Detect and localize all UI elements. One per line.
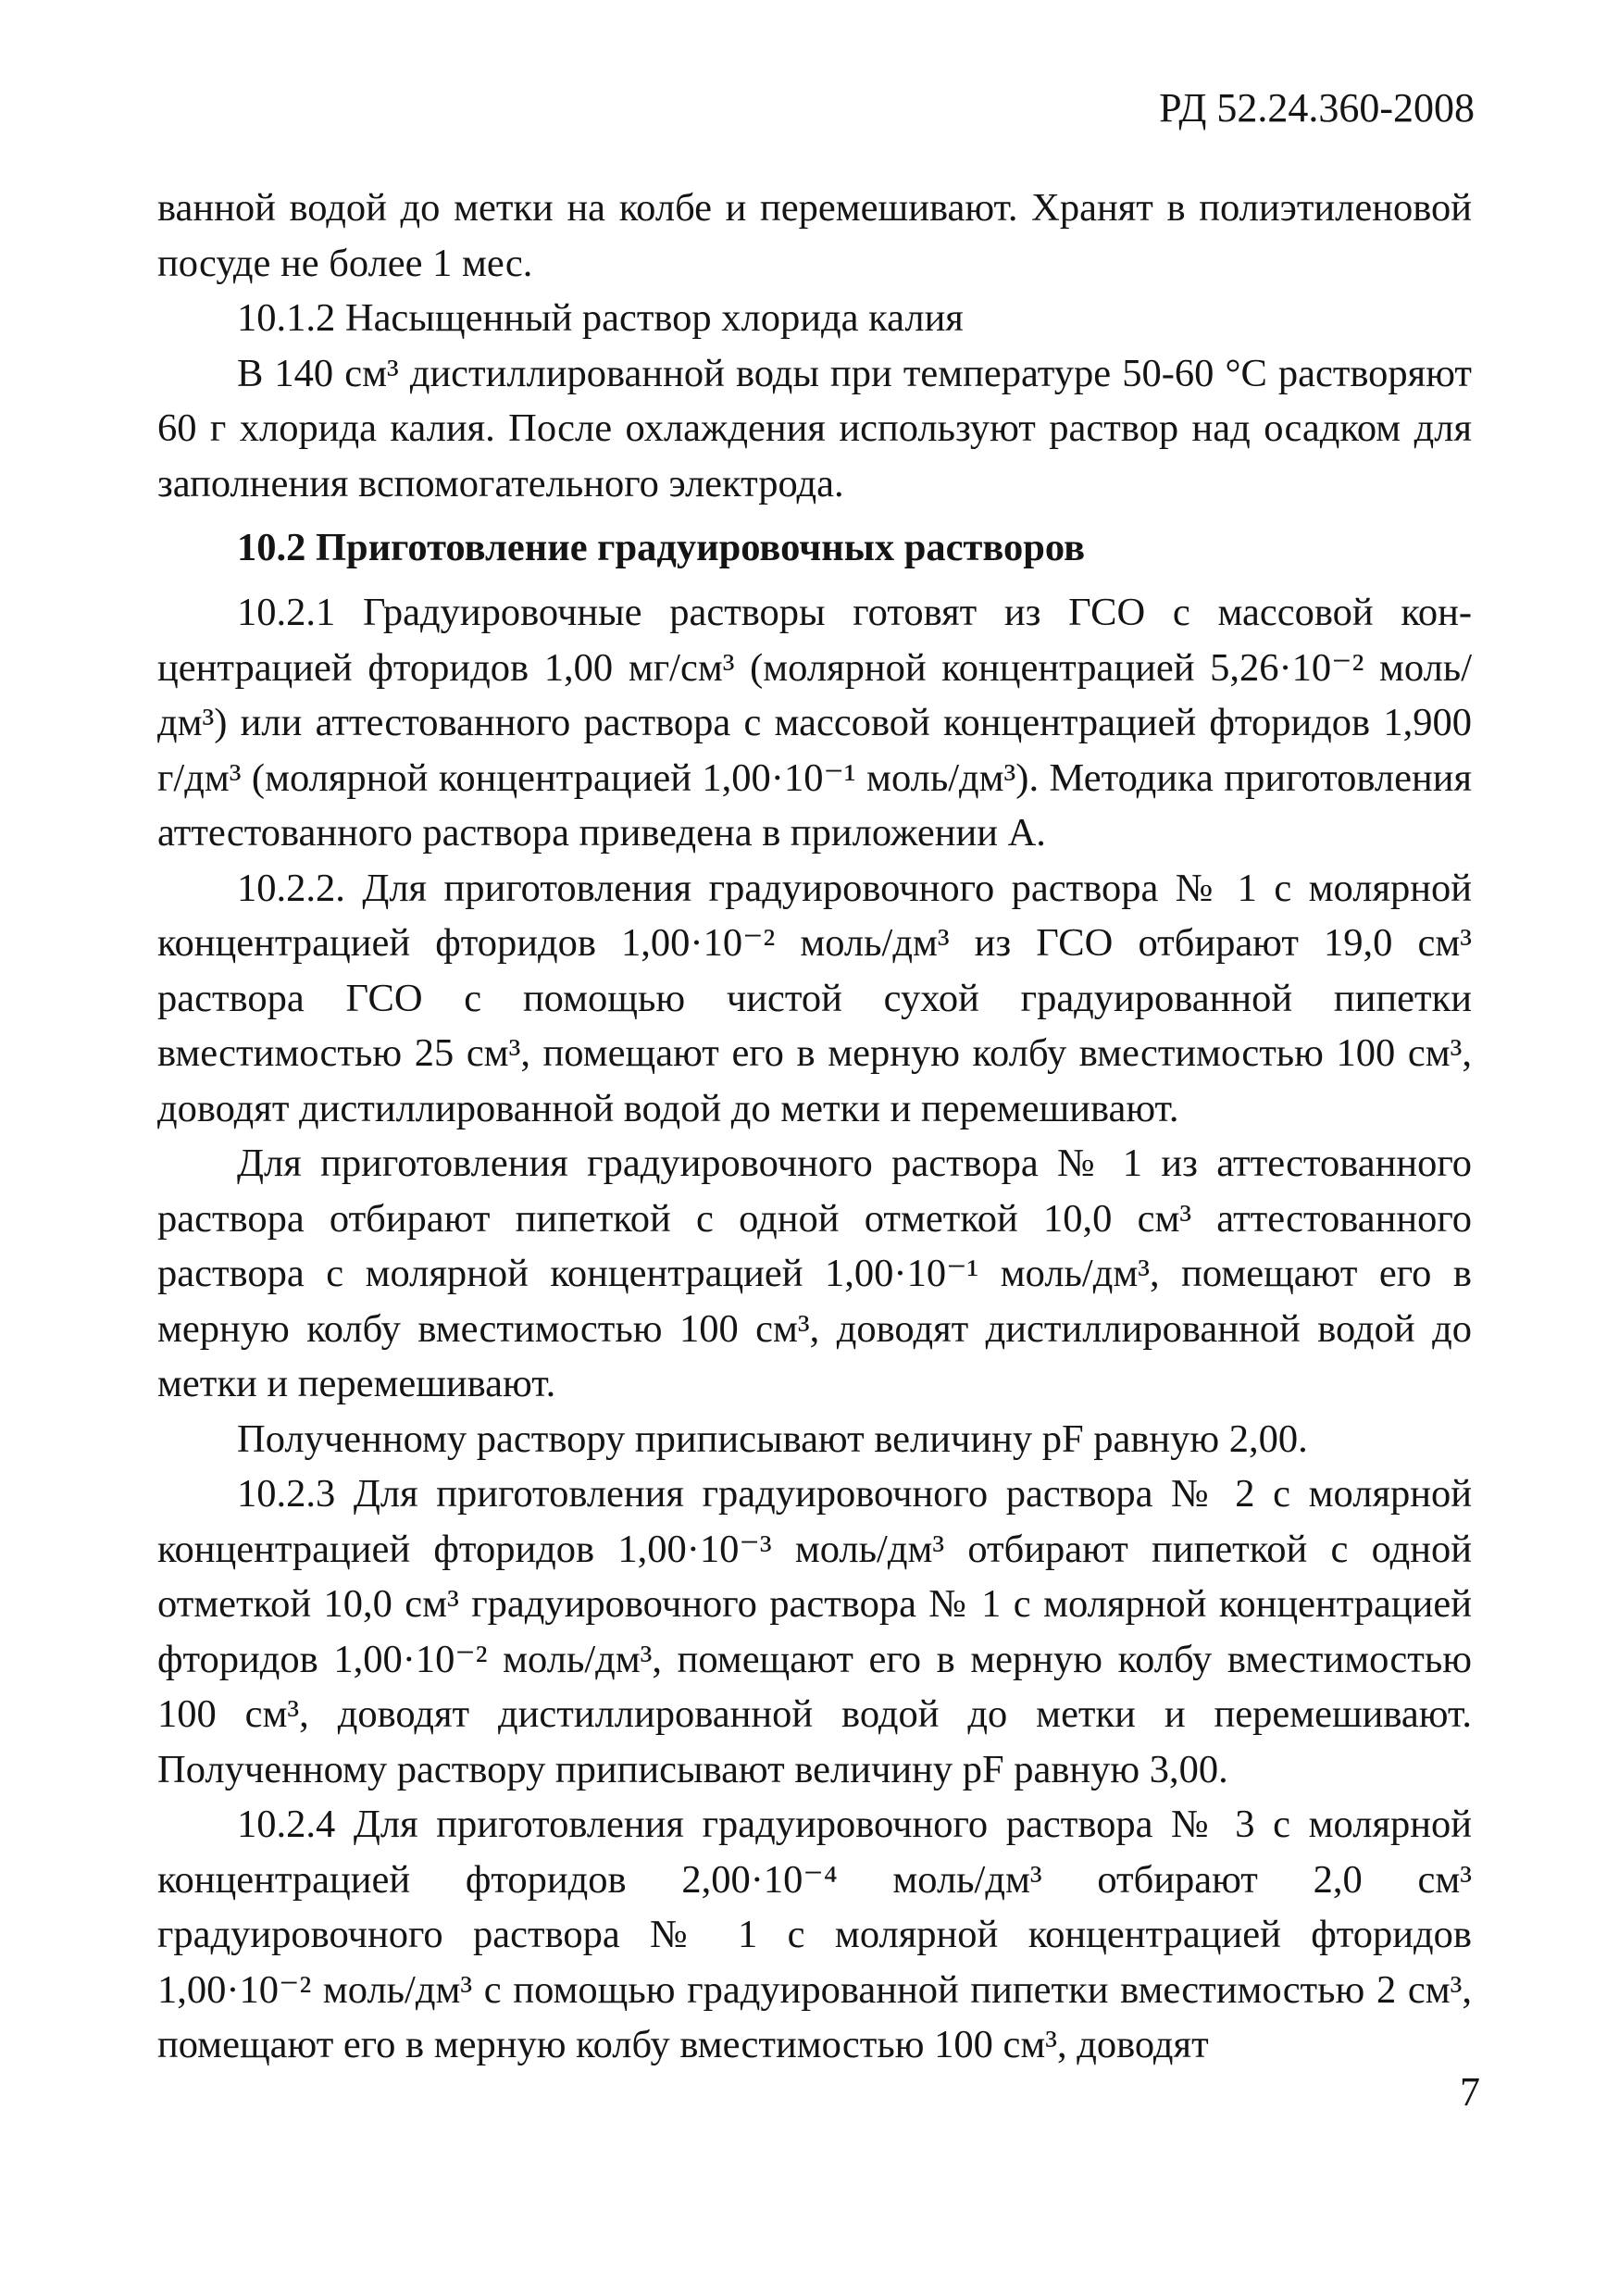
paragraph-10-2-4: 10.2.4 Для приготовления градуировочного раствора № 3 с молярной концентрацией фторидов 2,00·10⁻⁴ моль/дм³ отбирают 2,0 см³ градуировочного раствора № 1 с молярной концентрацией фторидов 1,00·10⁻² моль/дм³ с помощью градуированной пипетки вместимостью 2 см³, помещают его в мерную колбу вместимостью 100 см³, доводят bbox=[157, 1803, 1472, 2066]
paragraph-10-1-2-title: 10.1.2 Насыщенный раствор хлорида калия bbox=[237, 296, 964, 340]
paragraph-storage-continuation: ванной водой до метки на колбе и перемешивают. Хранят в полиэтиленовой посуде не более 1 мес. bbox=[157, 186, 1472, 285]
paragraph-10-2-3: 10.2.3 Для приготовления градуировочного раствора № 2 с молярной концентрацией фторидов 1,00·10⁻³ моль/дм³ отбирают пипеткой с одной отметкой 10,0 см³ градуировочного раствора № 1 с молярной концентрацией фторидов 1,00·10⁻² моль/дм³, помещают его в мерную колбу вместимостью 100 см³, доводят дистиллированной водой до метки и перемешивают. Полученному раствору приписывают величину pF равную 3,00. bbox=[157, 1472, 1472, 1791]
paragraph-solution-1-alternative: Для приготовления градуировочного раствора № 1 из аттестованного раствора отбирают пипеткой с одной отметкой 10,0 см³ аттестованного раствора с молярной концентрацией 1,00·10⁻¹ моль/дм³, помещают его в мерную колбу вместимостью 100 см³, доводят дистиллированной водой до метки и перемешивают. bbox=[157, 1142, 1472, 1405]
section-heading-10-2: 10.2 Приготовление градуировочных растворов bbox=[237, 526, 1086, 569]
paragraph-pf-2: Полученному раствору приписывают величину pF равную 2,00. bbox=[237, 1416, 1308, 1461]
paragraph-10-2-2: 10.2.2. Для приготовления градуировочного раствора № 1 с молярной концентрацией фторидов 1,00·10⁻² моль/дм³ из ГСО отбирают 19,0 см³ раствора ГСО с помощью чистой сухой градуированной пипетки вместимостью 25 см³, помещают его в мерную колбу вместимостью 100 см³, доводят дистиллированной водой до метки и перемешивают. bbox=[157, 866, 1472, 1130]
paragraph-10-2-1: 10.2.1 Градуировочные растворы готовят из ГСО с массовой концентрацией фторидов 1,00 мг/см³ (молярной концентрацией 5,26·10⁻² моль/дм³) или аттестованного раствора с массовой концентрацией фторидов 1,900 г/дм³ (молярной концентрацией 1,00·10⁻¹ моль/дм³). Методика приготовления аттестованного раствора приведена в приложении А. bbox=[157, 591, 1472, 855]
document-code-header: РД 52.24.360-2008 bbox=[1159, 85, 1475, 131]
paragraph-10-1-2-body: В 140 см³ дистиллированной воды при температуре 50-60 °С растворяют 60 г хлорида калия. После охлаждения используют раствор над осадком для заполнения вспомогательного электрода. bbox=[157, 351, 1472, 505]
page-body bbox=[157, 181, 1472, 2073]
page-number: 7 bbox=[1460, 2069, 1480, 2115]
